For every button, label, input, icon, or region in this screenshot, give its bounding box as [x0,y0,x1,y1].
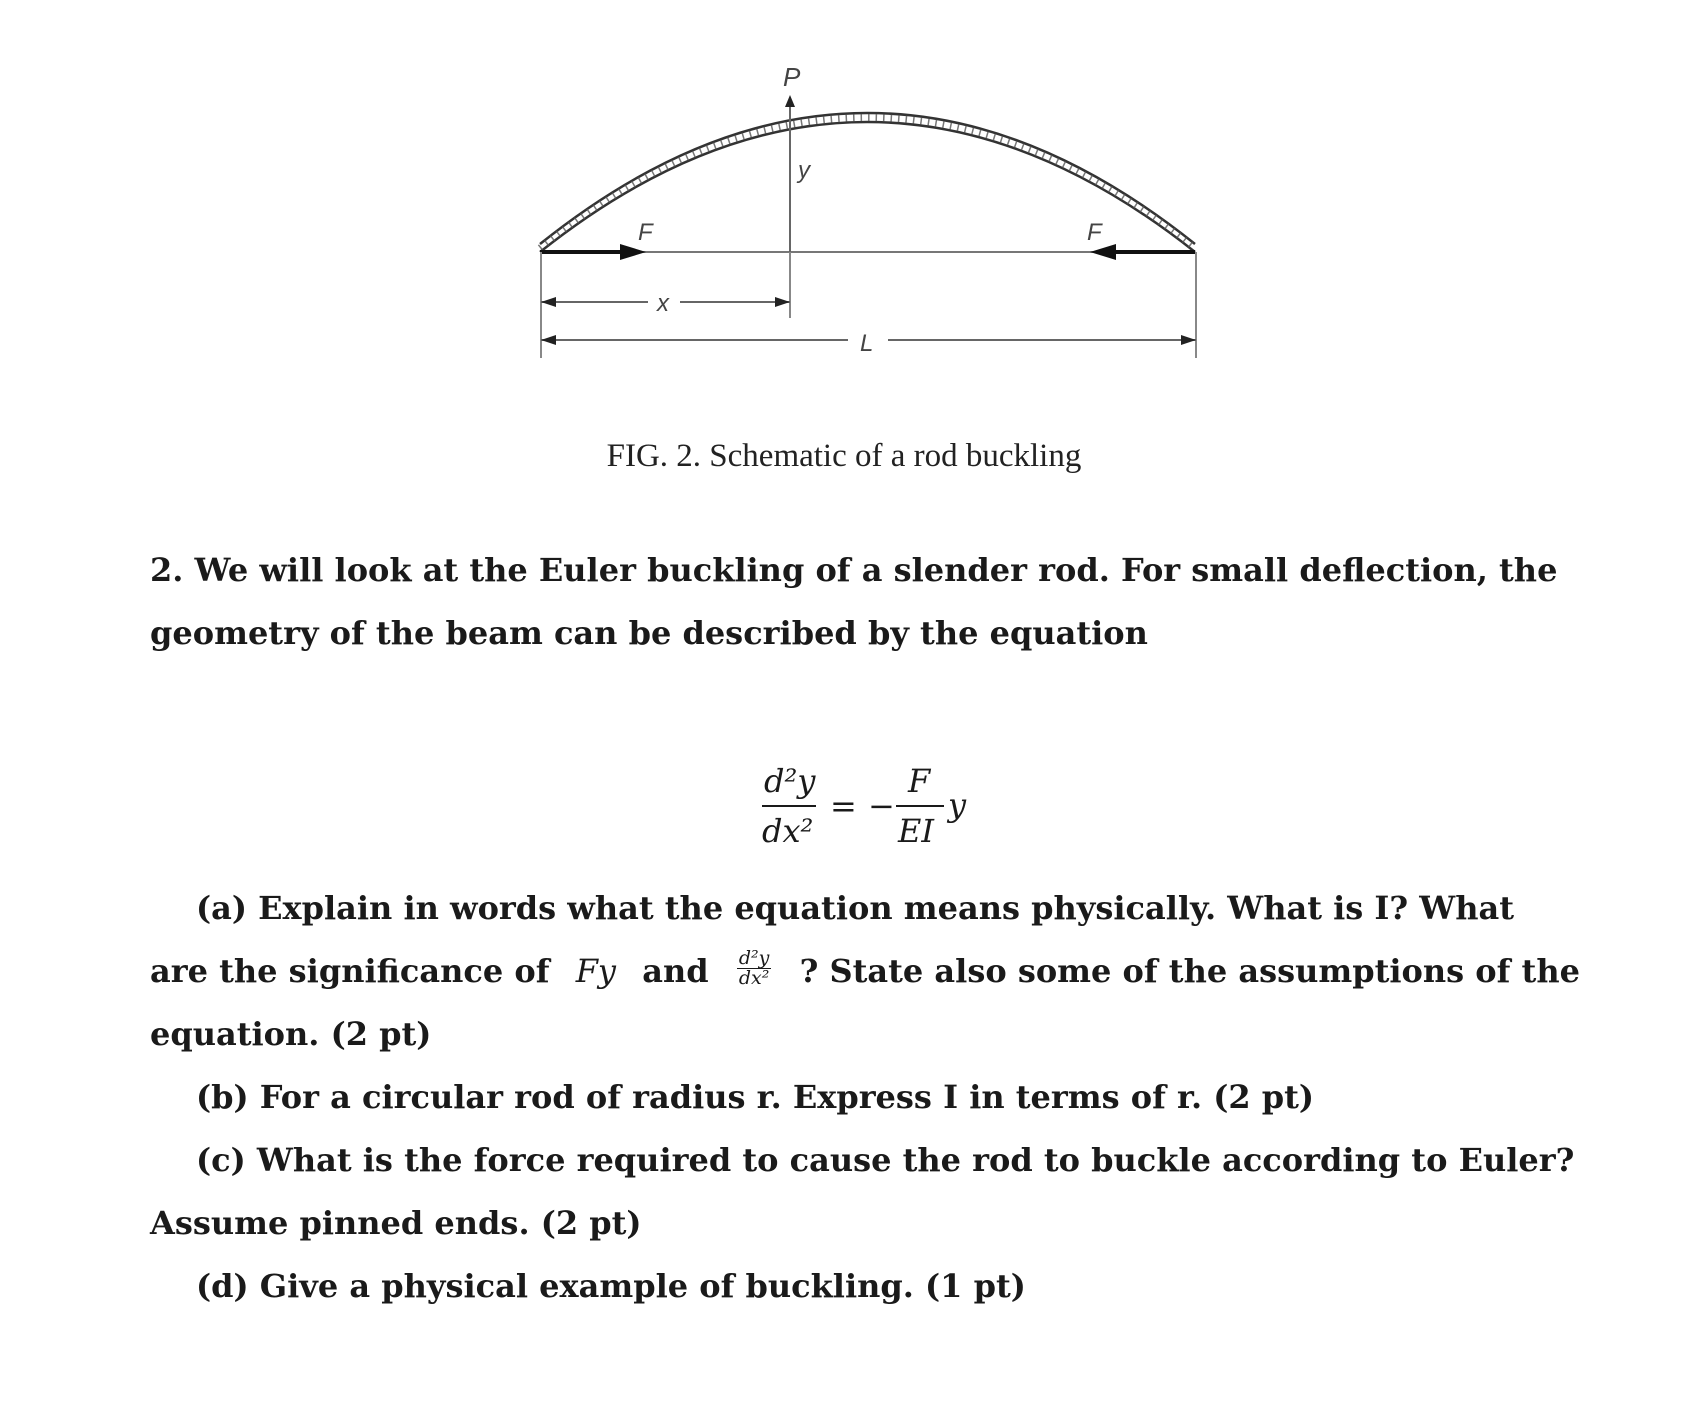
l-arrowhead-right [1181,335,1196,345]
part-a-line-3: equation. (2 pt) [150,1015,432,1053]
part-c-line-1: (c) What is the force required to cause the rod to buckle according to Euler? [196,1141,1575,1179]
part-b-line: (b) For a circular rod of radius r. Express I in terms of r. (2 pt) [196,1078,1315,1116]
label-f-left: F [638,219,653,246]
rod-buckling-figure [0,0,1688,400]
intro-line-2: geometry of the beam can be described by the equation [150,614,1148,652]
label-p: P [783,62,801,92]
part-a-frac-den: dx² [738,967,770,989]
eq-equals: = [830,787,857,825]
eq-rhs-numerator: F [908,762,931,800]
label-l: L [860,330,874,357]
eq-rhs-denominator: EI [898,812,934,850]
part-a-line2-start: are the significance of [150,952,550,990]
label-y: y [798,157,810,184]
deflection-arrowhead [785,95,795,107]
eq-lhs-denominator: dx² [762,812,814,850]
part-a-derivative-fraction [737,949,772,993]
figure-caption: FIG. 2. Schematic of a rod buckling [606,438,1082,474]
eq-minus: − [868,787,895,825]
part-a-line-1: (a) Explain in words what the equation means physically. What is I? What [196,889,1514,927]
part-a-line2-end: ? State also some of the assumptions of the [799,952,1580,990]
part-a-line-2 [150,949,1580,993]
x-arrowhead-right [775,297,790,307]
intro-line-1: 2. We will look at the Euler buckling of a slender rod. For small deflection, the [150,551,1558,589]
part-a-and: and [642,952,709,990]
x-arrowhead-left [541,297,556,307]
label-x: x [657,290,669,317]
l-arrowhead-left [541,335,556,345]
part-c-line-2: Assume pinned ends. (2 pt) [150,1204,642,1242]
part-a-fy: Fy [575,952,616,990]
part-a-frac-num: d²y [738,947,770,969]
force-arrowhead-left [620,244,646,260]
eq-lhs-numerator: d²y [764,762,816,800]
force-arrowhead-right [1090,244,1116,260]
part-d-line: (d) Give a physical example of buckling. (1 pt) [196,1267,1026,1305]
label-f-right: F [1087,219,1102,246]
eq-rhs-variable: y [948,786,967,824]
euler-equation [756,762,996,862]
